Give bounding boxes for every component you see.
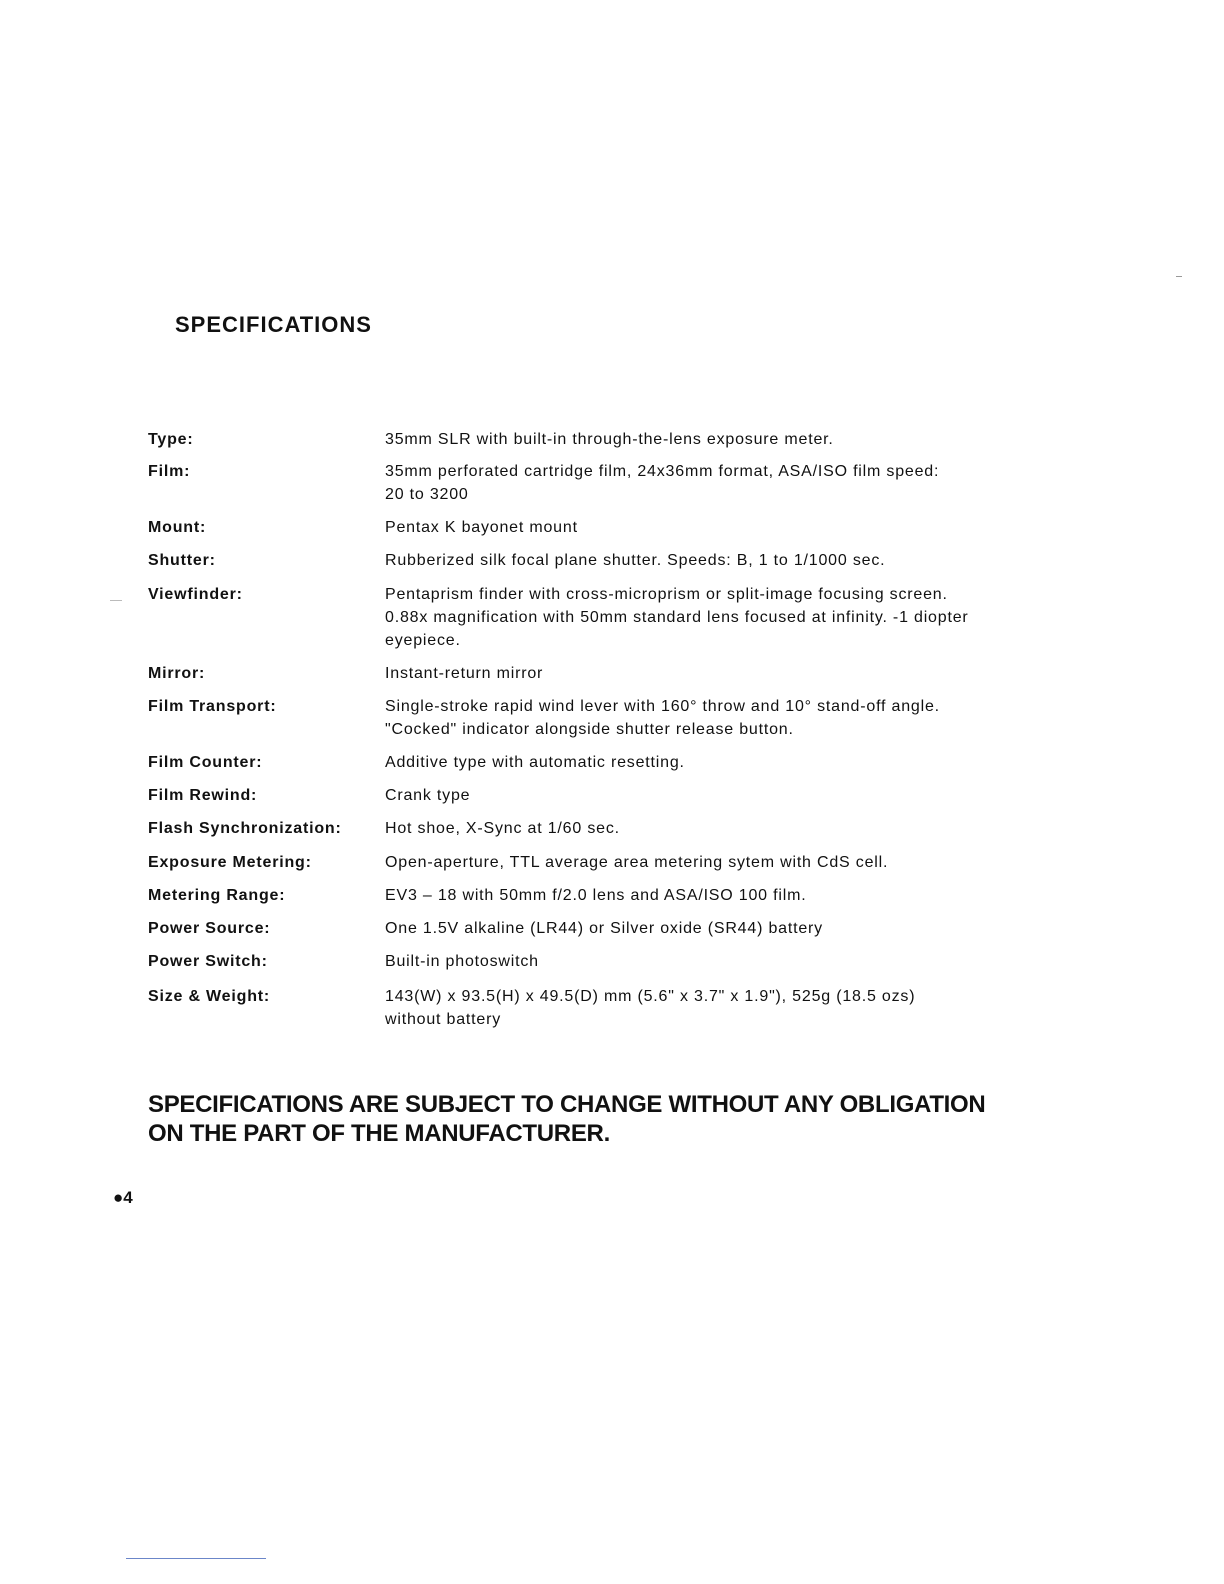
spec-row (148, 917, 1108, 940)
spec-label: Film Counter: (148, 754, 263, 771)
spec-label: Viewfinder: (148, 586, 243, 603)
spec-value: Pentax K bayonet mount (385, 519, 578, 536)
spec-label: Exposure Metering: (148, 854, 312, 871)
spec-row (148, 695, 1108, 741)
spec-row (148, 950, 1108, 973)
spec-value: Instant-return mirror (385, 665, 544, 682)
spec-row (148, 549, 1108, 572)
spec-label: Mount: (148, 519, 207, 536)
page-title: SPECIFICATIONS (175, 312, 372, 337)
spec-row (148, 817, 1108, 840)
spec-value: 143(W) x 93.5(H) x 49.5(D) mm (5.6" x 3.7" x 1.9"), 525g (18.5 ozs) without battery (385, 988, 916, 1028)
spec-row (148, 516, 1108, 539)
spec-row (148, 851, 1108, 874)
spec-value: Additive type with automatic resetting. (385, 754, 685, 771)
disclaimer: SPECIFICATIONS ARE SUBJECT TO CHANGE WITHOUT ANY OBLIGATION ON THE PART OF THE MANUFACTURER. (148, 1091, 986, 1147)
spec-row (148, 751, 1108, 774)
bottom-rule (126, 1558, 266, 1559)
spec-label: Type: (148, 431, 194, 448)
spec-label: Film Transport: (148, 698, 277, 715)
spec-label: Power Source: (148, 920, 271, 937)
spec-label: Metering Range: (148, 887, 286, 904)
spec-value: Rubberized silk focal plane shutter. Speeds: B, 1 to 1/1000 sec. (385, 552, 886, 569)
spec-value: EV3 – 18 with 50mm f/2.0 lens and ASA/ISO 100 film. (385, 887, 807, 904)
spec-value: Pentaprism finder with cross-microprism or split-image focusing screen. 0.88x magnification with 50mm standard lens focused at infinity. -1 diopter eyepiece. (385, 586, 969, 649)
spec-value: One 1.5V alkaline (LR44) or Silver oxide (SR44) battery (385, 920, 823, 937)
edge-mark (1176, 276, 1182, 277)
spec-value: Hot shoe, X-Sync at 1/60 sec. (385, 820, 620, 837)
spec-value: Built-in photoswitch (385, 953, 539, 970)
spec-value: Single-stroke rapid wind lever with 160° throw and 10° stand-off angle. "Cocked" indicator alongside shutter release button. (385, 698, 940, 738)
spec-table (148, 428, 1108, 1031)
spec-label: Size & Weight: (148, 988, 271, 1005)
spec-value: 35mm SLR with built-in through-the-lens exposure meter. (385, 431, 834, 448)
spec-label: Shutter: (148, 552, 216, 569)
spec-value: 35mm perforated cartridge film, 24x36mm format, ASA/ISO film speed: 20 to 3200 (385, 463, 940, 503)
spec-label: Flash Synchronization: (148, 820, 342, 837)
spec-label: Power Switch: (148, 953, 268, 970)
spec-value: Crank type (385, 787, 471, 804)
spec-label: Film: (148, 463, 191, 480)
spec-row (148, 985, 1108, 1031)
spec-row (148, 460, 1108, 506)
spec-value: Open-aperture, TTL average area metering sytem with CdS cell. (385, 854, 889, 871)
spec-row (148, 428, 1108, 451)
spec-row (148, 583, 1108, 652)
page-number: ●4 (113, 1188, 133, 1207)
spec-row (148, 662, 1108, 685)
spec-label: Film Rewind: (148, 787, 258, 804)
spec-row (148, 784, 1108, 807)
spec-row (148, 884, 1108, 907)
spec-label: Mirror: (148, 665, 206, 682)
margin-tick (110, 600, 122, 601)
